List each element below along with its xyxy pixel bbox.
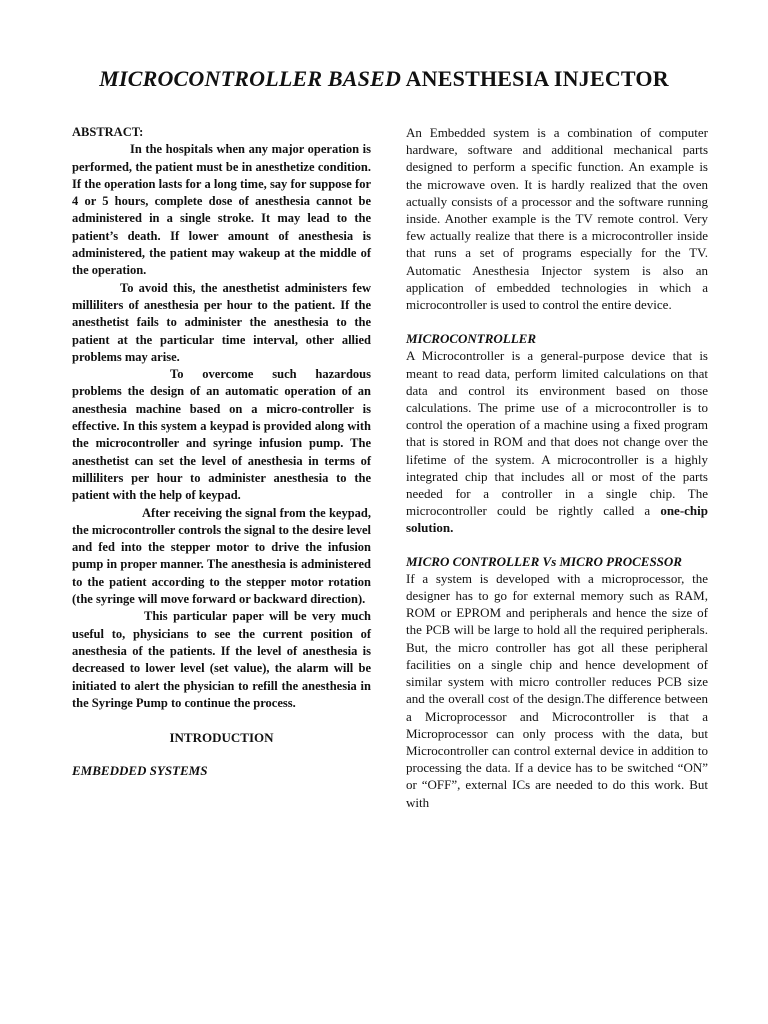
paper-title: [0, 66, 768, 92]
title-rest-part: ANESTHESIA INJECTOR: [405, 66, 669, 91]
abstract-paragraph-3: To overcome such hazardous problems the design of an automatic operation of an anesthesia machine based on a micro-controller is effective. In this system a keypad is provided along with the microcontroller and syringe infusion pump. The anesthetist can set the level of anesthesia in terms of milliliters per hour to administer anesthesia to the patient with the help of keypad.: [72, 367, 371, 503]
abstract-paragraph-2: To avoid this, the anesthetist administers few milliliters of anesthesia per hour to the patient. If the anesthetist fails to administer the anesthesia to the patient at the particular time interval, other allied problems may arise.: [72, 280, 371, 364]
title-italic-part: MICROCONTROLLER BASED: [99, 66, 402, 91]
microcontroller-paragraph: [406, 347, 708, 536]
microcontroller-heading: MICROCONTROLLER: [406, 331, 537, 347]
embedded-systems-heading: EMBEDDED SYSTEMS: [72, 763, 208, 779]
microcontroller-text: A Microcontroller is a general-purpose device that is meant to read data, perform limited calculations on that data and control its environment based on those calculations. The prime use of a microcontroller is to control the operation of a machine using a fixed program that is stored in ROM and that does not change over the lifetime of the system. A microcontroller is a highly integrated chip that includes all or most of the parts needed for a controller in a single chip. The microcontroller could be rightly called a: [406, 348, 708, 519]
abstract-paragraph-5: This particular paper will be very much useful to, physicians to see the current position of anesthesia of the patients. If the level of anesthesia is decreased to lower level (set value), the alarm will be initiated to alert the physician to refill the anesthesia in the Syringe Pump to continue the process.: [72, 609, 371, 710]
abstract-paragraph-4: After receiving the signal from the keypad, the microcontroller controls the signal to the desire level and fed into the stepper motor to drive the infusion pump in proper manner. The anesthesia is administered to the patient according to the stepper motor rotation (the syringe will move forward or backward direction).: [72, 505, 371, 607]
left-column: [72, 124, 371, 780]
mc-vs-mp-heading: MICRO CONTROLLER Vs MICRO PROCESSOR: [406, 553, 682, 569]
introduction-heading: INTRODUCTION: [169, 730, 274, 746]
mc-vs-mp-paragraph: If a system is developed with a microprocessor, the designer has to go for external memory such as RAM, ROM or EPROM and peripherals and hence the size of the PCB will be large to hold all the required peripherals. But, the micro controller has got all these peripheral facilities on a single chip and hence development of similar system with micro controller reduces PCB size and the overall cost of the design.The difference between a Microprocessor and Microcontroller is that a Microprocessor can only process with the data, but Microcontroller can control external device in addition to processing the data. If a device has to be switched “ON” or “OFF”, external ICs are needed to do this work. But with: [406, 570, 708, 810]
abstract-paragraph-1: In the hospitals when any major operation is performed, the patient must be in anesthetize condition. If the operation lasts for a long time, say for suppose for 4 or 5 hours, complete dose of anesthesia cannot be administered in a single stroke. It may lead to the patient’s death. If lower amount of anesthesia is administered, the patient may wakeup at the middle of the operation.: [72, 142, 371, 278]
abstract-heading: ABSTRACT:: [72, 125, 144, 139]
one-chip-solution-text: one-chip solution.: [406, 503, 708, 536]
right-column: [406, 124, 708, 811]
embedded-paragraph: An Embedded system is a combination of computer hardware, software and additional mechanical parts designed to perform a specific function. An example is the microwave oven. It is hardly realized that the oven actually consists of a processor and the software running inside. Another example is the TV remote control. Very few actually realize that there is a microcontroller inside that runs a set of programs especially for the TV. Automatic Anesthesia Injector system is also an application of embedded technologies in which a microcontroller is used to control the entire device.: [406, 125, 708, 313]
